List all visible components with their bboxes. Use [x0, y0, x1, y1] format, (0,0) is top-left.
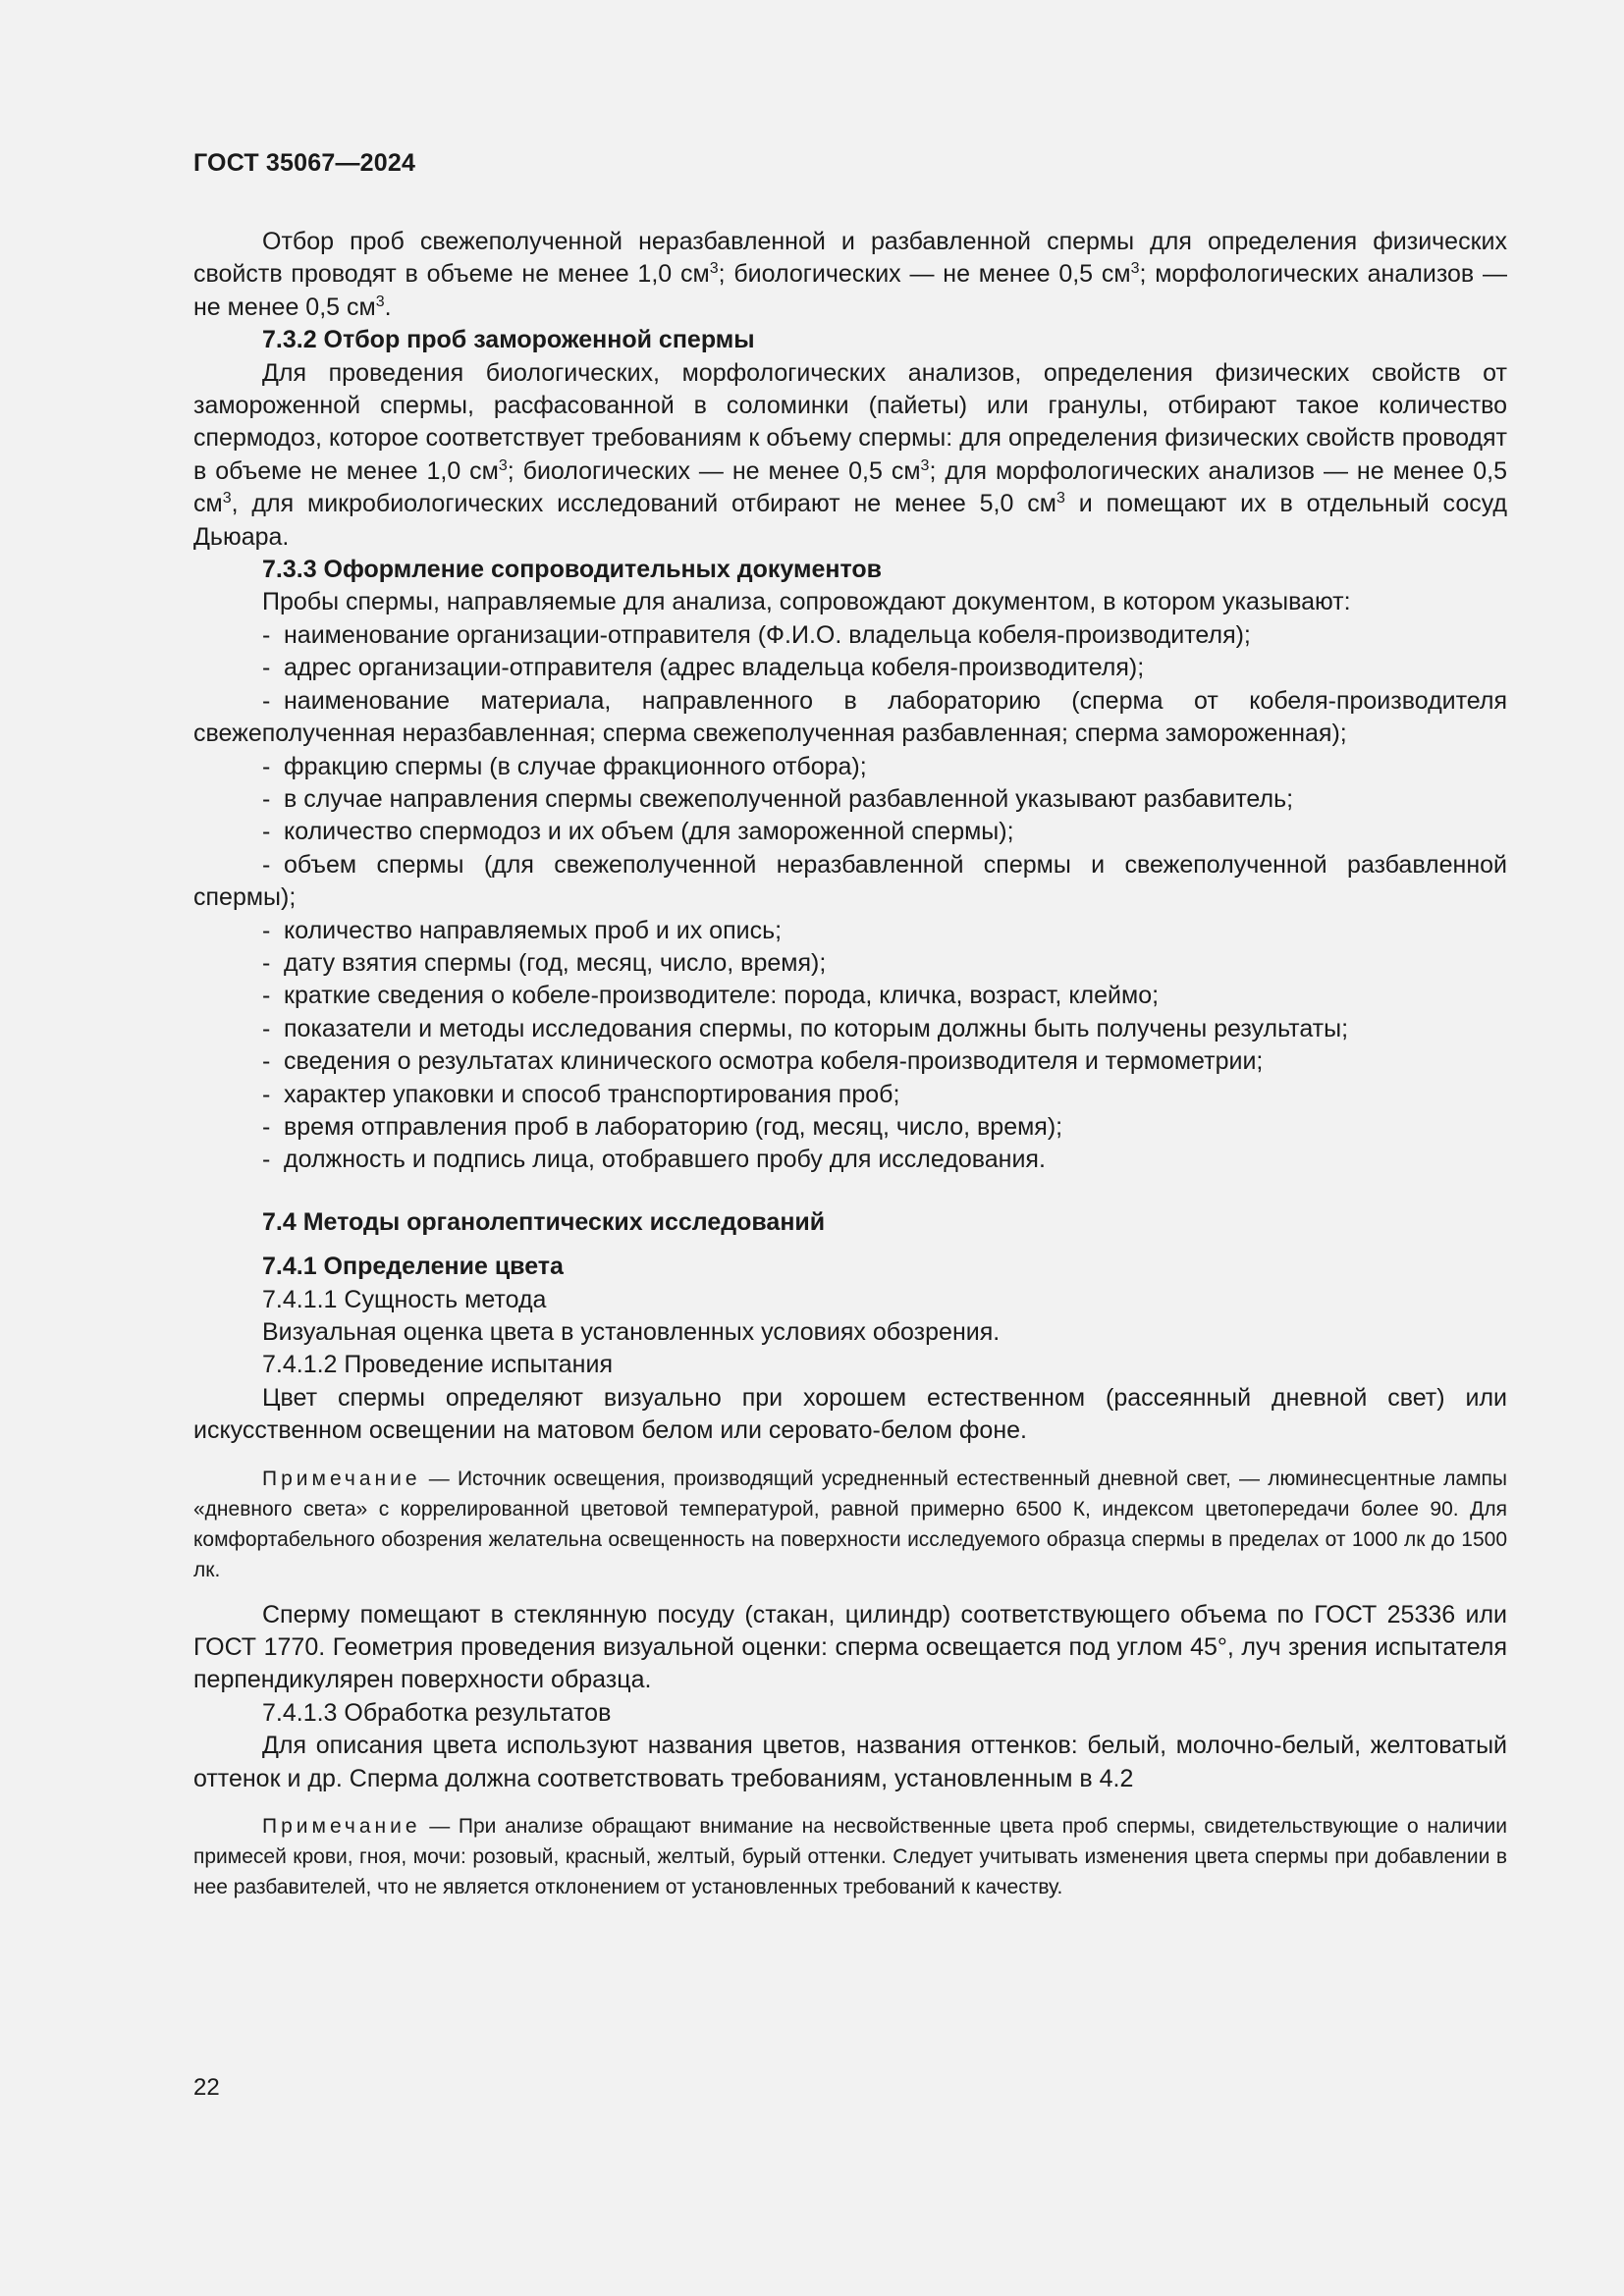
- text-run: Пробы спермы, направляемые для анализа, сопровождают документом, в котором указывают:: [262, 588, 1351, 616]
- list-item-text: в случае направления спермы свежеполученной разбавленной указывают разбавитель;: [284, 784, 1294, 813]
- list-item-text: количество спермодоз и их объем (для замороженной спермы);: [284, 818, 1014, 846]
- list-item: [193, 619, 1507, 652]
- superscript: 3: [498, 456, 508, 474]
- list-item: [193, 1111, 1507, 1144]
- paragraph: [193, 1599, 1507, 1697]
- note-paragraph: [193, 1811, 1507, 1902]
- list-item-text: характер упаковки и способ транспортирования проб;: [284, 1080, 900, 1108]
- list-item: [193, 783, 1507, 816]
- list-dash: -: [262, 1146, 271, 1174]
- list-item-text: наименование материала, направленного в лабораторию (сперма от кобеля-производителя свежеполученная неразбавленная; сперма свежеполученная разбавленная; сперма замороженная);: [193, 686, 1507, 748]
- subsection-heading: 7.4.1.3 Обработка результатов: [262, 1698, 612, 1727]
- text-run: ; биологических — не менее 0,5 см: [718, 260, 1131, 289]
- section-heading: 7.4.1 Определение цвета: [262, 1253, 564, 1281]
- list-item: [193, 685, 1507, 751]
- text-run: и помещают их в отдельный сосуд Дьюара.: [193, 490, 1507, 551]
- subsection-heading: 7.4.1.1 Сущность метода: [262, 1285, 547, 1313]
- note-label: Примечание: [262, 1467, 421, 1490]
- text-run: Отбор проб свежеполученной неразбавленной и разбавленной спермы для определения физических свойств проводят в объеме не менее 1,0 см: [193, 228, 1507, 289]
- list-item-text: время отправления проб в лабораторию (год, месяц, число, время);: [284, 1112, 1063, 1141]
- note-label: Примечание: [262, 1815, 421, 1839]
- list-item-text: должность и подпись лица, отобравшего пробу для исследования.: [284, 1146, 1046, 1174]
- list-item-text: наименование организации-отправителя (Ф.И.О. владельца кобеля-производителя);: [284, 620, 1251, 649]
- note-text: — Источник освещения, производящий усредненный естественный дневной свет, — люминесцентные лампы «дневного света» с коррелированной цветовой температурой, равной примерно 6500 К, индексом цветопередачи более 90. Для комфортабельного обозрения желательна освещенность на поверхности исследуемого образца спермы в пределах от 1000 лк до 1500 лк.: [193, 1467, 1507, 1581]
- list-dash: -: [262, 982, 271, 1010]
- list-dash: -: [262, 686, 271, 715]
- list-dash: -: [262, 1047, 271, 1076]
- superscript: 3: [1130, 260, 1140, 278]
- list-item-text: краткие сведения о кобеле-производителе: порода, кличка, возраст, клеймо;: [284, 982, 1160, 1010]
- text-run: Визуальная оценка цвета в установленных условиях обозрения.: [262, 1318, 1001, 1346]
- list-item: [193, 1045, 1507, 1078]
- text-run: Для описания цвета используют названия цветов, названия оттенков: белый, молочно-белый, желтоватый оттенок и др. Сперма должна соответствовать требованиям, установленным в 4.2: [193, 1732, 1507, 1792]
- subsection-heading: 7.4.1.2 Проведение испытания: [262, 1351, 613, 1379]
- list-dash: -: [262, 1080, 271, 1108]
- list-dash: -: [262, 654, 271, 682]
- list-dash: -: [262, 948, 271, 977]
- list-dash: -: [262, 818, 271, 846]
- list-item-text: дату взятия спермы (год, месяц, число, время);: [284, 948, 827, 977]
- list-item-text: фракцию спермы (в случае фракционного отбора);: [284, 752, 867, 780]
- list-item: [193, 1079, 1507, 1111]
- list-item: [193, 947, 1507, 980]
- note-text: — При анализе обращают внимание на несвойственные цвета проб спермы, свидетельствующие о наличии примесей крови, гноя, мочи: розовый, красный, желтый, бурый оттенки. Следует учитывать изменения цвета спермы при добавлении в нее разбавителей, что не является отклонением от установленных требований к качеству.: [193, 1815, 1507, 1899]
- list-item: [193, 816, 1507, 848]
- list-item-text: сведения о результатах клинического осмотра кобеля-производителя и термометрии;: [284, 1047, 1264, 1076]
- superscript: 3: [375, 293, 385, 310]
- text-run: ; для морфологических анализов — не менее 0,5 см: [193, 456, 1507, 518]
- text-run: Цвет спермы определяют визуально при хорошем естественном (рассеянный дневной свет) или искусственном освещении на матовом белом или серовато-белом фоне.: [193, 1383, 1507, 1445]
- list-item: [193, 849, 1507, 915]
- paragraph: [193, 586, 1507, 618]
- note-paragraph: [193, 1464, 1507, 1585]
- list-item-text: показатели и методы исследования спермы, по которым должны быть получены результаты;: [284, 1014, 1349, 1042]
- text-run: .: [384, 293, 392, 321]
- page-number: 22: [193, 2074, 220, 2101]
- superscript: 3: [1056, 490, 1065, 507]
- text-run: ; морфологических анализов — не менее 0,5 см: [193, 260, 1507, 321]
- paragraph: [193, 1382, 1507, 1448]
- list-item: [193, 1144, 1507, 1176]
- list-item: [193, 1013, 1507, 1045]
- section-heading: 7.3.3 Оформление сопроводительных документов: [262, 556, 883, 584]
- text-run: Сперму помещают в стеклянную посуду (стакан, цилиндр) соответствующего объема по ГОСТ 25336 или ГОСТ 1770. Геометрия проведения визуальной оценки: сперма освещается под углом 45°, луч зрения испытателя перпендикулярен поверхности образца.: [193, 1600, 1507, 1694]
- list-dash: -: [262, 1112, 271, 1141]
- text-run: Для проведения биологических, морфологических анализов, определения физических свойств от замороженной спермы, расфасованной в соломинки (пайеты) или гранулы, отбирают такое количество спермодоз, которое соответствует требованиям к объему спермы: для определения физических свойств проводят в объеме не менее 1,0 см: [193, 358, 1507, 485]
- list-dash: -: [262, 1014, 271, 1042]
- paragraph: [193, 357, 1507, 554]
- document-code-header: ГОСТ 35067—2024: [193, 149, 416, 177]
- list-dash: -: [262, 916, 271, 944]
- document-body: [193, 226, 1507, 1916]
- superscript: 3: [222, 490, 232, 507]
- list-dash: -: [262, 850, 271, 879]
- text-run: ; биологических — не менее 0,5 см: [507, 456, 921, 485]
- list-dash: -: [262, 620, 271, 649]
- section-heading: 7.3.2 Отбор проб замороженной спермы: [262, 326, 755, 354]
- list-item: [193, 915, 1507, 947]
- list-item-text: количество направляемых проб и их опись;: [284, 916, 783, 944]
- list-item-text: адрес организации-отправителя (адрес владельца кобеля-производителя);: [284, 654, 1145, 682]
- paragraph: [193, 226, 1507, 324]
- list-item: [193, 980, 1507, 1012]
- superscript: 3: [709, 260, 719, 278]
- list-item: [193, 652, 1507, 684]
- text-run: , для микробиологических исследований отбирают не менее 5,0 см: [231, 490, 1056, 518]
- list-item-text: объем спермы (для свежеполученной неразбавленной спермы и свежеполученной разбавленной спермы);: [193, 850, 1507, 912]
- list-dash: -: [262, 784, 271, 813]
- paragraph: [193, 1316, 1507, 1349]
- superscript: 3: [920, 456, 930, 474]
- major-heading: 7.4 Методы органолептических исследований: [262, 1207, 826, 1236]
- list-dash: -: [262, 752, 271, 780]
- list-item: [193, 751, 1507, 783]
- paragraph: [193, 1730, 1507, 1795]
